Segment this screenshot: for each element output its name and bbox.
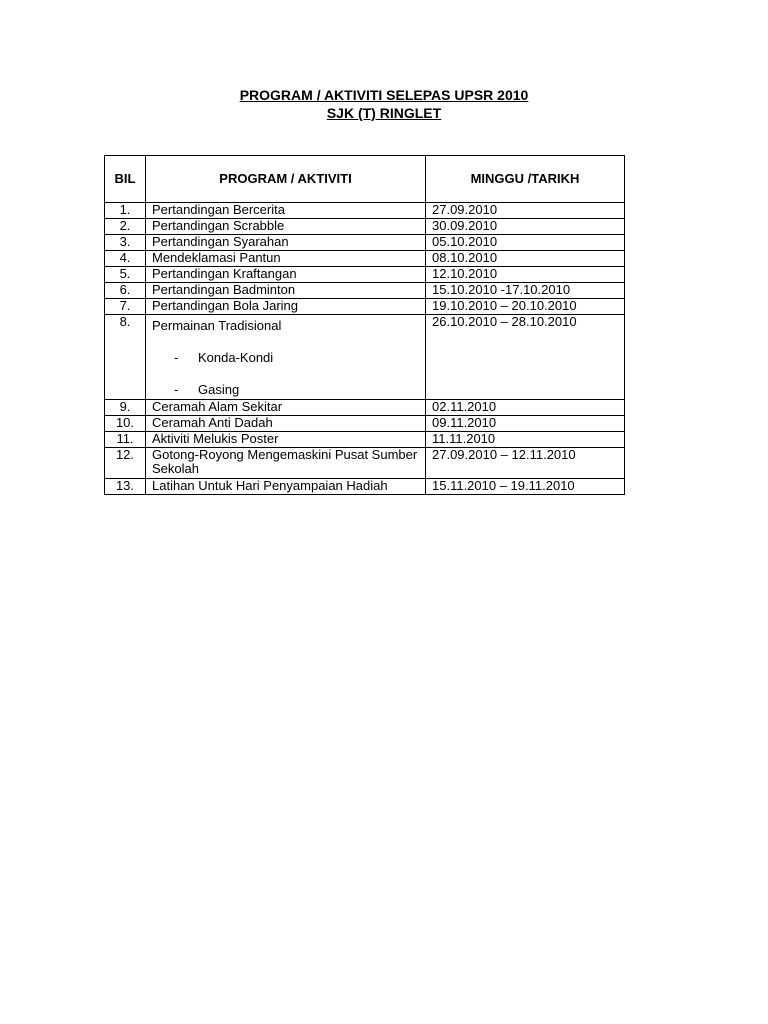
row-tarikh: 30.09.2010 (426, 219, 625, 235)
row-program: Ceramah Anti Dadah (146, 416, 426, 432)
table-row (105, 432, 625, 448)
table-row (105, 299, 625, 315)
schedule-table (104, 155, 625, 495)
row-program: Pertandingan Bercerita (146, 203, 426, 219)
table-row (105, 251, 625, 267)
row-program: Aktiviti Melukis Poster (146, 432, 426, 448)
row-bil: 9. (105, 400, 146, 416)
row-program: Pertandingan Syarahan (146, 235, 426, 251)
header-tarikh: MINGGU /TARIKH (426, 156, 625, 203)
table-row (105, 479, 625, 495)
row-tarikh: 11.11.2010 (426, 432, 625, 448)
document-subtitle: SJK (T) RINGLET (326, 105, 442, 121)
row-program: Pertandingan Scrabble (146, 219, 426, 235)
row-tarikh: 26.10.2010 – 28.10.2010 (426, 315, 625, 400)
row-tarikh: 27.09.2010 – 12.11.2010 (426, 448, 625, 479)
table-row (105, 416, 625, 432)
row-program: Latihan Untuk Hari Penyampaian Hadiah (146, 479, 426, 495)
row-tarikh: 27.09.2010 (426, 203, 625, 219)
row-program: Mendeklamasi Pantun (146, 251, 426, 267)
row-tarikh: 09.11.2010 (426, 416, 625, 432)
row-program (146, 315, 426, 400)
table-row (105, 203, 625, 219)
table-row (105, 400, 625, 416)
row-program: Pertandingan Bola Jaring (146, 299, 426, 315)
row-bil: 3. (105, 235, 146, 251)
row-tarikh: 02.11.2010 (426, 400, 625, 416)
row-program: Gotong-Royong Mengemaskini Pusat Sumber Sekolah (146, 448, 426, 479)
table-row (105, 448, 625, 479)
row-bil: 11. (105, 432, 146, 448)
row-bil: 10. (105, 416, 146, 432)
table-row (105, 315, 625, 400)
row-program: Pertandingan Kraftangan (146, 267, 426, 283)
table-row (105, 219, 625, 235)
row-tarikh: 12.10.2010 (426, 267, 625, 283)
row-program-main: Permainan Tradisional (152, 318, 282, 333)
row-bil: 6. (105, 283, 146, 299)
row-program: Pertandingan Badminton (146, 283, 426, 299)
row-bil: 2. (105, 219, 146, 235)
row-bil: 7. (105, 299, 146, 315)
row-program-subitem: - Gasing (174, 382, 240, 397)
row-bil: 4. (105, 251, 146, 267)
table-row (105, 283, 625, 299)
row-tarikh: 08.10.2010 (426, 251, 625, 267)
row-tarikh: 05.10.2010 (426, 235, 625, 251)
row-program-subitem: - Konda-Kondi (174, 350, 274, 365)
row-bil: 5. (105, 267, 146, 283)
row-program: Ceramah Alam Sekitar (146, 400, 426, 416)
row-tarikh: 19.10.2010 – 20.10.2010 (426, 299, 625, 315)
table-row (105, 267, 625, 283)
document-title: PROGRAM / AKTIVITI SELEPAS UPSR 2010 (239, 87, 529, 103)
table-header-row (105, 156, 625, 203)
row-tarikh: 15.11.2010 – 19.11.2010 (426, 479, 625, 495)
row-bil: 1. (105, 203, 146, 219)
header-bil: BIL (105, 156, 146, 203)
row-bil: 12. (105, 448, 146, 479)
row-tarikh: 15.10.2010 -17.10.2010 (426, 283, 625, 299)
row-bil: 8. (105, 315, 146, 400)
header-program: PROGRAM / AKTIVITI (146, 156, 426, 203)
table-row (105, 235, 625, 251)
row-bil: 13. (105, 479, 146, 495)
